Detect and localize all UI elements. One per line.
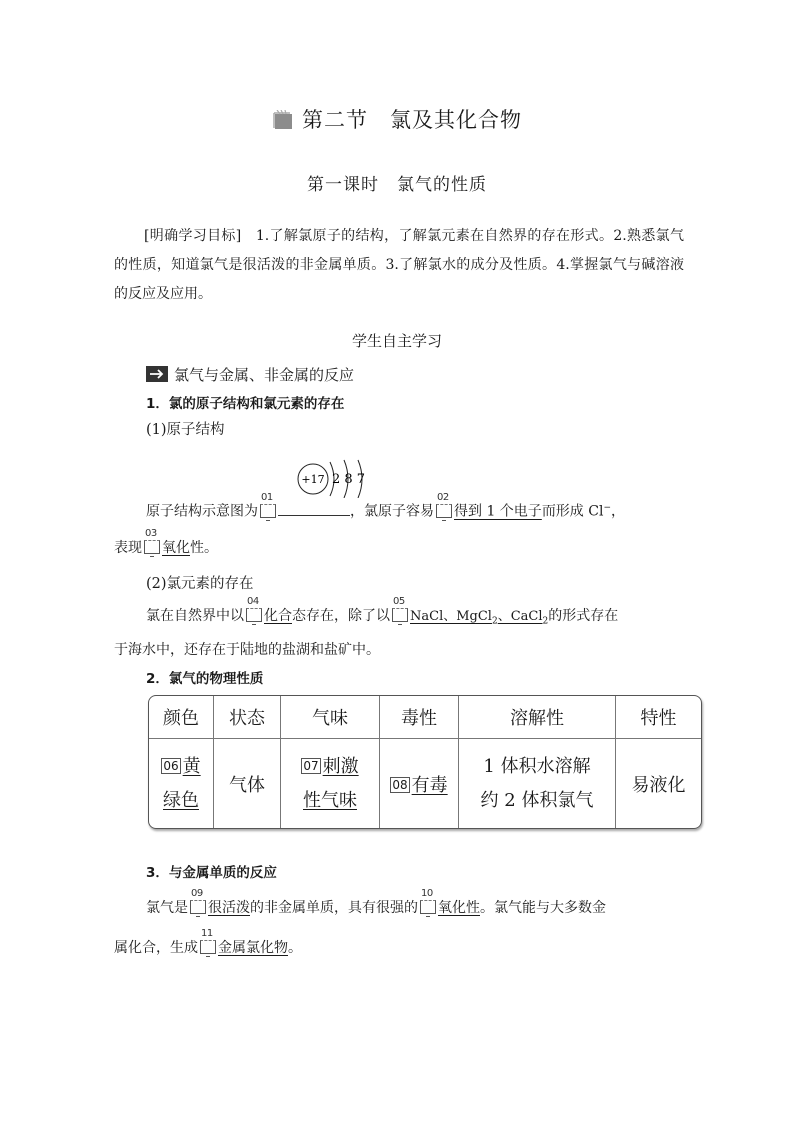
learning-goals: [明确学习目标] 1.了解氯原子的结构，了解氯元素在自然界的存在形式。2.熟悉氯气的性质，知道氯气是很活泼的非金属单质。3.了解氯水的成分及性质。4.掌握氯气与碱溶液的反应及应用。	[114, 228, 684, 302]
subheading-existence: (2)氯元素的存在	[146, 576, 254, 592]
heading-physical-properties: 2．氯气的物理性质	[146, 671, 264, 687]
section-title: 第二节 氯及其化合物	[0, 104, 794, 134]
text-line-existence: 氯在自然界中以 04 化合态存在，除了以 05 NaCl、MgCl$_2$、CaCl$_2$的形式存在	[146, 596, 619, 627]
answer-09: 很活泼	[208, 900, 250, 916]
question-box-01[interactable]: 01	[260, 504, 276, 518]
lesson-title: 第一课时 氯气的性质	[307, 175, 487, 195]
atom-structure-diagram	[296, 458, 376, 498]
text-line-seawater: 于海水中，还存在于陆地的盐湖和盐矿中。	[114, 642, 380, 658]
text-line-active-nonmetal: 氯气是 09 很活泼的非金属单质，具有很强的 10 氧化性。氯气能与大多数金	[146, 888, 606, 916]
table-header-row	[149, 696, 701, 739]
table-header: 气味	[281, 696, 380, 739]
question-box-03[interactable]: 03	[144, 540, 160, 554]
cell-solubility: 1 体积水溶解 约 2 体积氯气	[459, 739, 616, 829]
question-box-02[interactable]: 02	[436, 504, 452, 518]
text-line-metal-chloride: 属化合，生成 11 金属氯化物。	[114, 928, 302, 956]
section-heading: 氯气与金属、非金属的反应	[146, 364, 354, 385]
answer-11: 金属氯化物	[218, 940, 288, 956]
study-heading: 学生自主学习	[351, 332, 442, 350]
answer-05: NaCl、MgCl$_2$、CaCl$_2$	[410, 609, 549, 627]
cell-color: 06 黄 绿色	[149, 739, 214, 829]
question-box-08[interactable]: 08	[392, 777, 408, 792]
subheading-atom: (1)原子结构	[146, 422, 225, 438]
answer-03: 氧化	[162, 540, 190, 556]
physical-properties-table	[148, 695, 702, 829]
cell-state: 气体	[214, 739, 281, 829]
question-box-09[interactable]: 09	[190, 900, 206, 914]
question-box-10[interactable]: 10	[420, 900, 436, 914]
cell-feature: 易液化	[616, 739, 702, 829]
arrow-badge-icon	[146, 366, 168, 382]
cell-smell: 07 刺激 性气味	[281, 739, 380, 829]
answer-02: 得到 1 个电子	[454, 503, 542, 520]
heading-metal-reaction: 3．与金属单质的反应	[146, 865, 277, 881]
text-line-oxidation: 表现 03 氧化性。	[114, 528, 218, 556]
question-box-06[interactable]: 06	[163, 758, 179, 773]
table-header: 溶解性	[459, 696, 616, 739]
table-header: 特性	[616, 696, 702, 739]
table-header: 毒性	[380, 696, 459, 739]
heading-atomic-structure: 1．氯的原子结构和氯元素的存在	[146, 396, 345, 412]
question-box-05[interactable]: 05	[392, 608, 408, 622]
shell-electrons: 2 8 7	[332, 472, 366, 487]
answer-blank-01[interactable]	[278, 501, 350, 516]
answer-10: 氧化性	[438, 900, 480, 916]
cell-toxicity: 08 有毒	[380, 739, 459, 829]
table-header: 状态	[214, 696, 281, 739]
table-header: 颜色	[149, 696, 214, 739]
question-box-11[interactable]: 11	[200, 940, 216, 954]
question-box-04[interactable]: 04	[246, 608, 262, 622]
question-box-07[interactable]: 07	[303, 758, 319, 773]
text-line-atom-structure: 原子结构示意图为 01 ，氯原子容易 02 得到 1 个电子而形成 Cl−，	[146, 491, 625, 520]
answer-04: 化合	[264, 608, 292, 624]
book-icon	[272, 110, 294, 130]
table-row	[149, 739, 701, 829]
nucleus-label: +17	[301, 473, 325, 486]
